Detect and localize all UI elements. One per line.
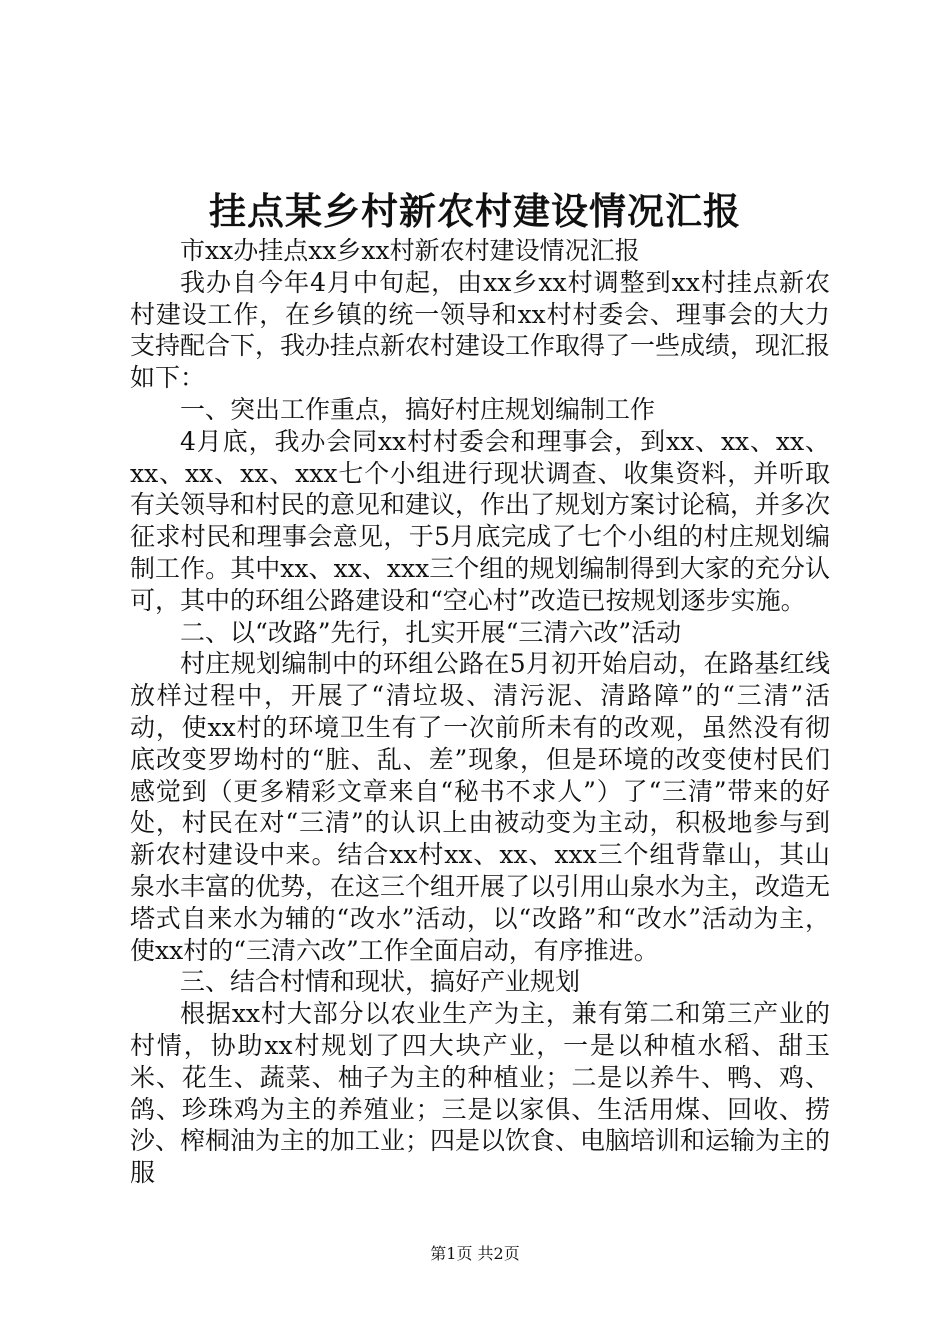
paragraph-section-1: 4月底，我办会同xx村村委会和理事会，到xx、xx、xx、xx、xx、xx、xxx七个小组进行现状调查、收集资料，并听取有关领导和村民的意见和建议，作出了规划方案讨论稿，并多次征求村民和理事会意见，于5月底完成了七个小组的村庄规划编制工作。其中xx、xx、xxx三个组的规划编制得到大家的充分认可，其中的环组公路建设和“空心村”改造已按规划逐步实施。 bbox=[130, 426, 831, 615]
paragraph-section-2: 村庄规划编制中的环组公路在5月初开始启动，在路基红线放样过程中，开展了“清垃圾、清污泥、清路障”的“三清”活动，使xx村的环境卫生有了一次前所未有的改观，虽然没有彻底改变罗坳村的“脏、乱、差”现象，但是环境的改变使村民们感觉到（更多精彩文章来自“秘书不求人”）了“三清”带来的好处，村民在对“三清”的认识上由被动变为主动，积极地参与到新农村建设中来。结合xx村xx、xx、xxx三个组背靠山，其山泉水丰富的优势，在这三个组开展了以引用山泉水为主，改造无塔式自来水为辅的“改水”活动，以“改路”和“改水”活动为主，使xx村的“三清六改”工作全面启动，有序推进。 bbox=[130, 649, 831, 965]
paragraph-intro: 我办自今年4月中旬起，由xx乡xx村调整到xx村挂点新农村建设工作，在乡镇的统一领导和xx村村委会、理事会的大力支持配合下，我办挂点新农村建设工作取得了一些成绩，现汇报如下： bbox=[130, 267, 831, 393]
section-heading-3: 三、结合村情和现状，搞好产业规划 bbox=[180, 967, 581, 997]
document-body bbox=[130, 235, 830, 1189]
page-number-footer: 第1页 共2页 bbox=[430, 1244, 520, 1263]
paragraph-section-3: 根据xx村大部分以农业生产为主，兼有第二和第三产业的村情，协助xx村规划了四大块产业，一是以种植水稻、甜玉米、花生、蔬菜、柚子为主的种植业；二是以养牛、鸭、鸡、鸽、珍珠鸡为主的养殖业；三是以家俱、生活用煤、回收、捞沙、榨桐油为主的加工业；四是以饮食、电脑培训和运输为主的服 bbox=[130, 999, 831, 1188]
section-heading-1: 一、突出工作重点，搞好村庄规划编制工作 bbox=[180, 394, 656, 424]
document-title: 挂点某乡村新农村建设情况汇报 bbox=[209, 189, 741, 233]
section-heading-2: 二、以“改路”先行，扎实开展“三清六改”活动 bbox=[180, 617, 682, 647]
paragraph-subtitle: 市xx办挂点xx乡xx村新农村建设情况汇报 bbox=[180, 236, 640, 265]
